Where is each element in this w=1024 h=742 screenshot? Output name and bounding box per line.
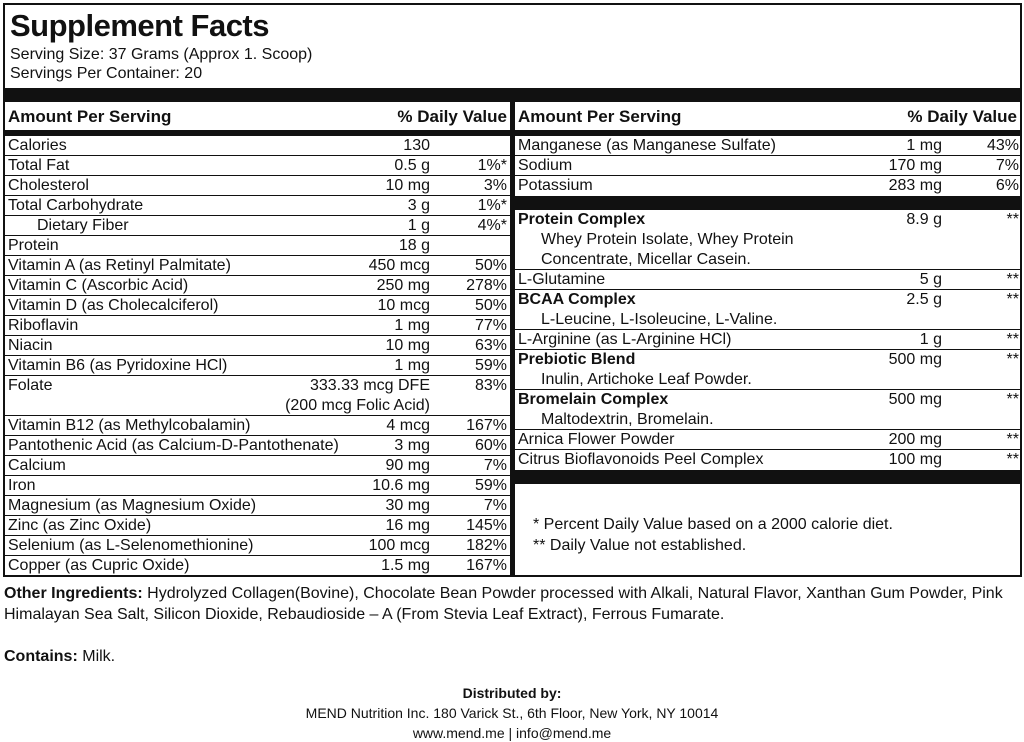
nutrient-row bbox=[5, 256, 510, 276]
nutrient-dv: 1%* bbox=[477, 157, 507, 174]
right-nutrient-list bbox=[515, 136, 1022, 554]
nutrient-amount: 250 mg bbox=[376, 277, 430, 294]
nutrient-row bbox=[5, 176, 510, 196]
nutrient-row bbox=[5, 316, 510, 336]
distributor-contact: www.mend.me | info@mend.me bbox=[412, 725, 612, 741]
nutrient-dv: 167% bbox=[466, 417, 507, 434]
nutrient-dv: 182% bbox=[466, 537, 507, 554]
distributor-address: MEND Nutrition Inc. 180 Varick St., 6th Floor, New York, NY 10014 bbox=[305, 705, 719, 721]
nutrient-amount: 10 mg bbox=[385, 177, 430, 194]
contains-text: Milk. bbox=[82, 648, 116, 665]
nutrient-dv: 278% bbox=[466, 277, 507, 294]
blend-ingredients: Inulin, Artichoke Leaf Powder. bbox=[541, 371, 752, 388]
blend-row bbox=[515, 270, 1022, 290]
nutrient-dv: 1%* bbox=[477, 197, 507, 214]
blend-dv: ** bbox=[1006, 391, 1019, 408]
contains-label: Contains: bbox=[4, 648, 78, 665]
blend-name: L-Arginine (as L-Arginine HCl) bbox=[518, 331, 732, 348]
nutrient-amount: 18 g bbox=[398, 237, 430, 254]
nutrient-name: Manganese (as Manganese Sulfate) bbox=[518, 137, 776, 154]
nutrient-row bbox=[5, 276, 510, 296]
nutrient-row bbox=[515, 156, 1022, 176]
distributed-by-label: Distributed by: bbox=[462, 685, 562, 701]
nutrient-name: Vitamin C (Ascorbic Acid) bbox=[8, 277, 189, 294]
nutrient-row bbox=[5, 216, 510, 236]
nutrient-row bbox=[5, 516, 510, 536]
nutrient-row bbox=[5, 476, 510, 496]
blend-dv: ** bbox=[1006, 331, 1019, 348]
nutrient-dv: 77% bbox=[474, 317, 507, 334]
nutrient-row bbox=[5, 296, 510, 316]
nutrient-name: Dietary Fiber bbox=[37, 217, 129, 234]
nutrient-amount: 3 g bbox=[407, 197, 430, 214]
nutrient-amount: 0.5 g bbox=[394, 157, 430, 174]
nutrient-row bbox=[515, 136, 1022, 156]
daily-value-label: % Daily Value bbox=[397, 107, 507, 126]
nutrient-name: Riboflavin bbox=[8, 317, 79, 334]
nutrient-name: Folate bbox=[8, 377, 53, 394]
blend-dv: ** bbox=[1006, 211, 1019, 228]
nutrient-name: Iron bbox=[8, 477, 36, 494]
nutrient-amount: 1 mg bbox=[394, 317, 430, 334]
blend-divider-bar bbox=[515, 196, 1022, 210]
nutrient-name: Selenium (as L-Selenomethionine) bbox=[8, 537, 254, 554]
nutrient-row bbox=[5, 156, 510, 176]
blend-ingredients: L-Leucine, L-Isoleucine, L-Valine. bbox=[541, 311, 778, 328]
nutrient-amount: 3 mg bbox=[394, 437, 430, 454]
amount-per-serving-label: Amount Per Serving bbox=[518, 107, 682, 126]
nutrient-name: Vitamin D (as Cholecalciferol) bbox=[8, 297, 219, 314]
blend-amount: 500 mg bbox=[888, 351, 942, 368]
nutrient-amount: 4 mcg bbox=[386, 417, 430, 434]
nutrient-name: Potassium bbox=[518, 177, 593, 194]
blend-name: BCAA Complex bbox=[518, 291, 636, 308]
blend-ingredients: Whey Protein Isolate, Whey Protein bbox=[541, 231, 794, 248]
blend-amount: 1 g bbox=[919, 331, 942, 348]
nutrient-row bbox=[5, 536, 510, 556]
blend-dv: ** bbox=[1006, 271, 1019, 288]
other-ingredients-label: Other Ingredients: bbox=[4, 585, 143, 602]
left-nutrient-list bbox=[5, 136, 510, 576]
blend-dv: ** bbox=[1006, 451, 1019, 468]
nutrient-dv: 7% bbox=[483, 497, 507, 514]
blend-name: Bromelain Complex bbox=[518, 391, 669, 408]
nutrient-dv: 59% bbox=[474, 357, 507, 374]
header-divider-bar bbox=[5, 88, 1020, 102]
nutrient-name: Zinc (as Zinc Oxide) bbox=[8, 517, 152, 534]
nutrient-row bbox=[5, 136, 510, 156]
nutrient-amount: 10 mg bbox=[385, 337, 430, 354]
nutrient-name: Cholesterol bbox=[8, 177, 89, 194]
left-column-header bbox=[5, 103, 510, 131]
right-column-header bbox=[515, 103, 1020, 131]
blend-row bbox=[515, 330, 1022, 350]
blend-name: Prebiotic Blend bbox=[518, 351, 636, 368]
nutrient-row bbox=[5, 416, 510, 436]
amount-per-serving-label: Amount Per Serving bbox=[8, 107, 172, 126]
nutrient-dv: 59% bbox=[474, 477, 507, 494]
nutrient-amount: 10.6 mg bbox=[372, 477, 430, 494]
nutrient-dv: 167% bbox=[466, 557, 507, 574]
nutrient-name: Copper (as Cupric Oxide) bbox=[8, 557, 190, 574]
daily-value-label: % Daily Value bbox=[907, 107, 1017, 126]
nutrient-row bbox=[5, 436, 510, 456]
nutrient-row bbox=[5, 556, 510, 576]
blend-amount: 8.9 g bbox=[906, 211, 942, 228]
footnotes bbox=[533, 514, 893, 556]
nutrient-amount: 333.33 mcg DFE bbox=[309, 377, 430, 394]
nutrient-name: Sodium bbox=[518, 157, 573, 174]
blend-name: L-Glutamine bbox=[518, 271, 606, 288]
nutrient-dv: 83% bbox=[474, 377, 507, 394]
nutrient-name: Vitamin B12 (as Methylcobalamin) bbox=[8, 417, 251, 434]
blend-amount: 500 mg bbox=[888, 391, 942, 408]
blend-name: Citrus Bioflavonoids Peel Complex bbox=[518, 451, 764, 468]
blend-row bbox=[515, 290, 1022, 330]
blend-row bbox=[515, 350, 1022, 390]
nutrient-dv: 4%* bbox=[477, 217, 507, 234]
panel-title: Supplement Facts bbox=[10, 8, 269, 43]
nutrient-dv: 6% bbox=[995, 177, 1019, 194]
nutrient-amount: 16 mg bbox=[385, 517, 430, 534]
blend-ingredients: Maltodextrin, Bromelain. bbox=[541, 411, 714, 428]
nutrient-dv: 63% bbox=[474, 337, 507, 354]
blend-amount: 2.5 g bbox=[906, 291, 942, 308]
nutrient-name: Total Fat bbox=[8, 157, 70, 174]
nutrient-amount: 130 bbox=[403, 137, 430, 154]
nutrient-dv: 60% bbox=[474, 437, 507, 454]
nutrient-amount: 90 mg bbox=[385, 457, 430, 474]
nutrient-name: Calories bbox=[8, 137, 67, 154]
nutrient-amount: 10 mcg bbox=[377, 297, 430, 314]
nutrient-amount: 30 mg bbox=[385, 497, 430, 514]
serving-size: Serving Size: 37 Grams (Approx 1. Scoop) bbox=[10, 46, 313, 63]
nutrient-dv: 7% bbox=[995, 157, 1019, 174]
blend-row bbox=[515, 430, 1022, 450]
blend-row bbox=[515, 390, 1022, 430]
servings-per-container: Servings Per Container: 20 bbox=[10, 65, 203, 82]
nutrient-row bbox=[5, 196, 510, 216]
nutrient-name: Vitamin B6 (as Pyridoxine HCl) bbox=[8, 357, 228, 374]
blend-amount: 100 mg bbox=[888, 451, 942, 468]
footnote-daily-value: * Percent Daily Value based on a 2000 calorie diet. bbox=[533, 516, 893, 533]
nutrient-amount: 170 mg bbox=[888, 157, 942, 174]
nutrient-row bbox=[5, 356, 510, 376]
nutrient-row bbox=[5, 336, 510, 356]
nutrient-dv: 50% bbox=[474, 257, 507, 274]
blend-amount: 200 mg bbox=[888, 431, 942, 448]
nutrient-name: Pantothenic Acid (as Calcium-D-Pantothenate) bbox=[8, 437, 339, 454]
nutrient-name: Magnesium (as Magnesium Oxide) bbox=[8, 497, 257, 514]
nutrient-dv: 3% bbox=[483, 177, 507, 194]
nutrient-dv: 50% bbox=[474, 297, 507, 314]
nutrient-name: Calcium bbox=[8, 457, 66, 474]
nutrient-amount: 100 mcg bbox=[368, 537, 430, 554]
blend-dv: ** bbox=[1006, 431, 1019, 448]
allergen-statement bbox=[4, 646, 115, 667]
nutrient-amount: 1 mg bbox=[394, 357, 430, 374]
other-ingredients-text: Hydrolyzed Collagen(Bovine), Chocolate Bean Powder processed with Alkali, Natural Flavor, Xanthan Gum Powder, Pink Himalayan Sea Salt, Silicon Dioxide, Rebaudioside – A (From Stevia Leaf Extract), Ferrous Fumarate. bbox=[4, 585, 1003, 623]
nutrient-row bbox=[5, 456, 510, 476]
nutrient-amount: 450 mcg bbox=[368, 257, 430, 274]
blend-row bbox=[515, 450, 1022, 470]
nutrient-amount: 1 mg bbox=[906, 137, 942, 154]
nutrient-amount: 1.5 mg bbox=[381, 557, 430, 574]
nutrient-amount-detail: (200 mcg Folic Acid) bbox=[285, 397, 430, 414]
blend-amount: 5 g bbox=[919, 271, 942, 288]
nutrient-amount: 283 mg bbox=[888, 177, 942, 194]
blend-dv: ** bbox=[1006, 291, 1019, 308]
nutrient-name: Protein bbox=[8, 237, 59, 254]
supplement-facts-panel bbox=[3, 3, 1022, 577]
other-ingredients bbox=[4, 583, 1014, 625]
distributor-block bbox=[0, 683, 1024, 742]
nutrient-row bbox=[5, 376, 510, 416]
blend-name: Arnica Flower Powder bbox=[518, 431, 675, 448]
nutrient-row bbox=[5, 236, 510, 256]
nutrient-dv: 145% bbox=[466, 517, 507, 534]
blend-dv: ** bbox=[1006, 351, 1019, 368]
nutrient-name: Vitamin A (as Retinyl Palmitate) bbox=[8, 257, 231, 274]
nutrient-name: Total Carbohydrate bbox=[8, 197, 144, 214]
nutrient-row bbox=[515, 176, 1022, 196]
blend-ingredients-cont: Concentrate, Micellar Casein. bbox=[541, 251, 751, 268]
serving-info bbox=[10, 45, 312, 83]
nutrient-dv: 43% bbox=[986, 137, 1019, 154]
footnote-divider-bar bbox=[515, 470, 1022, 484]
blend-name: Protein Complex bbox=[518, 211, 646, 228]
blend-row bbox=[515, 210, 1022, 270]
nutrient-row bbox=[5, 496, 510, 516]
nutrient-amount: 1 g bbox=[407, 217, 430, 234]
nutrient-dv: 7% bbox=[483, 457, 507, 474]
footnote-not-established: ** Daily Value not established. bbox=[533, 537, 747, 554]
nutrient-name: Niacin bbox=[8, 337, 53, 354]
